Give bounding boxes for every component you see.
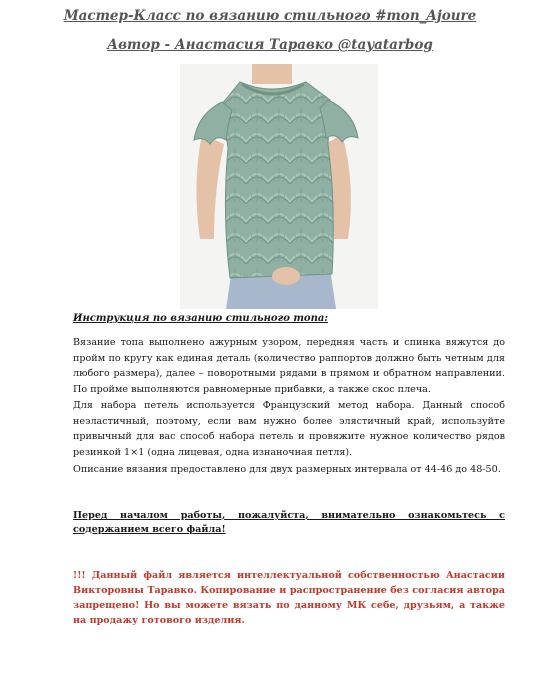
- paragraph-cast-on: Для набора петель используется Французский метод набора. Данный способ неэластичный, поэтому, если вам нужно более элястичный край, используйте привычный для вас способ набора петель и провяжите нужное количество рядов резинкой 1×1 (одна лицевая, одна изнаночная петля).: [73, 400, 505, 458]
- warning-notice: Перед началом работы, пожалуйста, внимательно ознакомьтесь с содержанием всего файла!: [73, 510, 505, 535]
- knitted-top-photo: [180, 64, 378, 309]
- paragraph-construction: Вязание топа выполнено ажурным узором, передняя часть и спинка вяжутся до пройм по кругу как единая деталь (количество раппортов должно быть четным для любого размера), далее – поворотными рядами в прямом и обратном направлении. По пройме выполняются равномерные прибавки, а также скос плеча.: [73, 337, 505, 395]
- copyright-notice: !!! Данный файл является интеллектуальной собственностью Анастасии Викторовны Таравко. Копирование и распространение без согласия автора запрещено! Но вы можете вязать по данному МК себе, друзьям, а также на продажу готового изделия.: [73, 570, 505, 626]
- document-title: Мастер-Класс по вязанию стильного #топ_Ajoure: [63, 8, 477, 24]
- instructions-heading: Инструкция по вязанию стильного топа:: [73, 313, 329, 324]
- author-line: Автор - Анастасия Таравко @tayatarbog: [107, 37, 433, 53]
- knitted-top-illustration: [180, 64, 378, 309]
- paragraph-sizes: Описание вязания предоставлено для двух размерных интервала от 44-46 до 48-50.: [73, 464, 501, 475]
